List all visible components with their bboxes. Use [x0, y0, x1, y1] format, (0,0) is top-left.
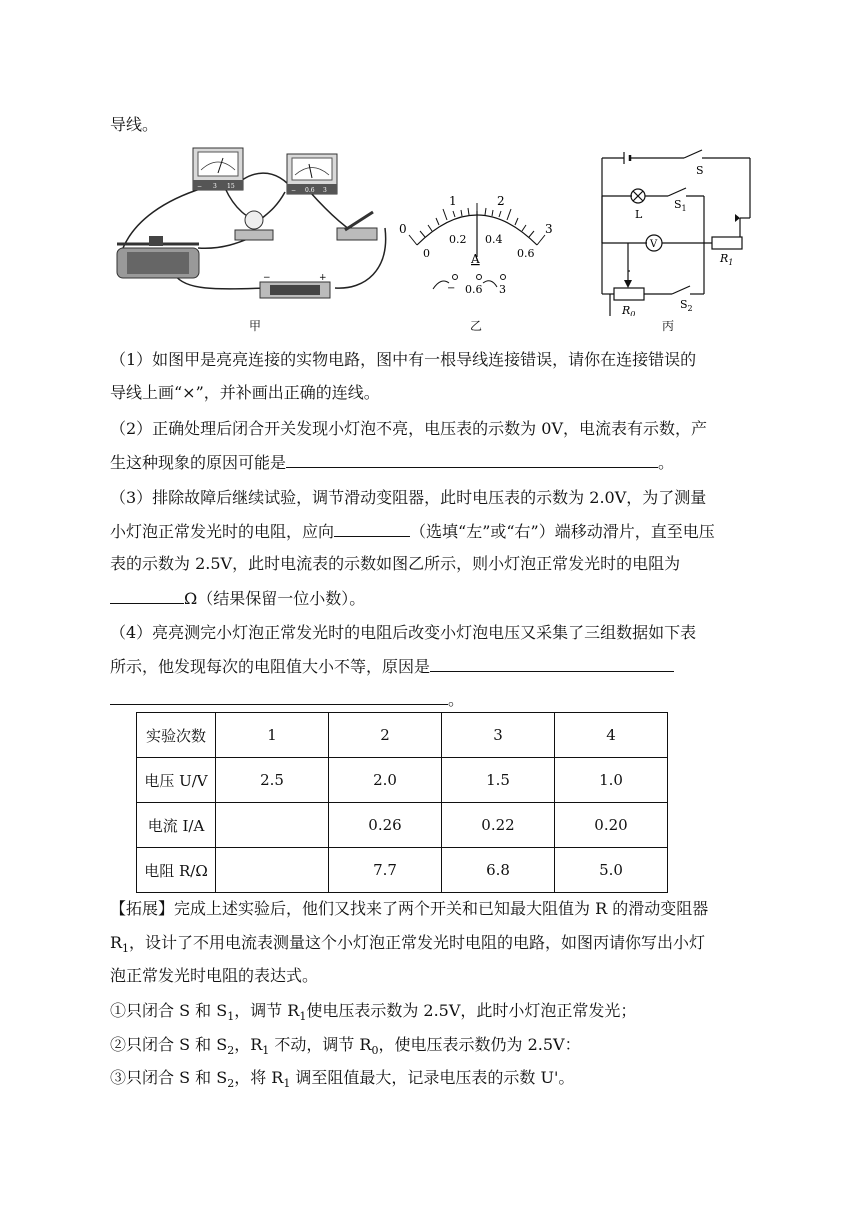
table-cell: 2.0: [329, 758, 442, 803]
ext-line2-text: ，设计了不用电流表测量这个小灯泡正常发光时电阻的电路，如图丙请你写出小灯: [129, 933, 706, 952]
q3-line1: （3）排除故障后继续试验，调节滑动变阻器，此时电压表的示数为 2.0V，为了测量: [110, 488, 707, 507]
step-3-c: 调至阻值最大，记录电压表的示数 U'。: [290, 1068, 575, 1087]
voltmeter-terminal-neg: −: [197, 183, 203, 190]
label-L: L: [635, 208, 643, 221]
ext-r-sub: 1: [122, 942, 130, 956]
dial-terminal-0.6: 0.6: [465, 283, 483, 296]
table-row: [137, 758, 668, 803]
dial-terminal-neg: −: [447, 283, 456, 294]
table-cell: 2.5: [216, 758, 329, 803]
label-R0: $R_0$: [622, 304, 636, 316]
step-1-sub1: 1: [227, 1010, 235, 1024]
table-cell: 7.7: [329, 848, 442, 893]
q2-line2: [110, 451, 674, 474]
dial-bottom-0.2: 0.2: [449, 233, 467, 246]
dial-top-3: 3: [545, 222, 553, 236]
battery-pos: +: [319, 273, 327, 283]
step-3-b: ，将 R: [234, 1068, 284, 1087]
q3-line2-end: （选填“左”或“右”）端移动滑片，直至电压: [410, 522, 715, 541]
table-cell: 电流 I/A: [137, 803, 216, 848]
q2-line1: （2）正确处理后闭合开关发现小灯泡不亮，电压表的示数为 0V，电流表有示数，产: [110, 419, 708, 438]
step-2-sub1: 2: [227, 1044, 235, 1058]
step-2-c: 不动，调节 R: [269, 1035, 372, 1054]
q4-line3-end: 。: [448, 690, 465, 709]
table-cell: 1: [216, 713, 329, 758]
q3-line2-text: 小灯泡正常发光时的电阻，应向: [110, 522, 335, 541]
step-1-c: 使电压表示数为 2.5V，此时小灯泡正常发光；: [306, 1001, 637, 1020]
dial-top-1: 1: [449, 194, 457, 208]
step-2-d: ，使电压表示数仍为 2.5V：: [378, 1035, 581, 1054]
q4-reason-blank-2[interactable]: [110, 688, 448, 705]
step-3-a: ③只闭合 S 和 S: [110, 1068, 228, 1087]
ext-r: R: [110, 933, 123, 952]
q4-line1: （4）亮亮测完小灯泡正常发光时的电阻后改变小灯泡电压又采集了三组数据如下表: [110, 623, 697, 642]
step-1: [110, 1000, 636, 1022]
dial-top-0: 0: [399, 222, 407, 236]
dial-top-2: 2: [497, 194, 505, 208]
ammeter-terminal-0.6: 0.6: [305, 187, 315, 194]
table-cell: 实验次数: [137, 713, 216, 758]
q3-line4: [110, 587, 365, 610]
table-row: [137, 848, 668, 893]
q2-line2-end: 。: [658, 453, 675, 472]
step-1-b: ，调节 R: [234, 1001, 300, 1020]
q4-line2-text: 所示，他发现每次的电阻值大小不等，原因是: [110, 657, 431, 676]
figure-yi-ammeter-dial: [395, 185, 565, 300]
table-cell: 3: [442, 713, 555, 758]
dial-bottom-0.6: 0.6: [517, 247, 535, 260]
label-V: V: [650, 239, 658, 250]
data-table: [136, 712, 668, 893]
figure-jia-physical-circuit: [105, 140, 395, 310]
q4-reason-blank-1[interactable]: [430, 655, 674, 672]
step-2-a: ②只闭合 S 和 S: [110, 1035, 228, 1054]
q1-line1: （1）如图甲是亮亮连接的实物电路，图中有一根导线连接错误，请你在连接错误的: [110, 350, 697, 369]
label-S2: $S_2$: [680, 298, 693, 313]
dial-bottom-0.4: 0.4: [485, 233, 503, 246]
q4-line2: [110, 655, 674, 678]
table-cell: [216, 803, 329, 848]
table-cell: 电压 U/V: [137, 758, 216, 803]
table-cell: 0.20: [555, 803, 668, 848]
step-2-sub3: 0: [371, 1044, 379, 1058]
table-cell: 2: [329, 713, 442, 758]
table-cell: 电阻 R/Ω: [137, 848, 216, 893]
q4-line3: [110, 688, 464, 711]
ammeter-terminal-neg: −: [291, 187, 297, 194]
table-cell: 5.0: [555, 848, 668, 893]
table-cell: 6.8: [442, 848, 555, 893]
dial-terminal-3: 3: [499, 283, 506, 296]
intro-text: 导线。: [110, 115, 159, 134]
step-3-sub1: 2: [227, 1077, 235, 1091]
q3-direction-blank[interactable]: [334, 520, 410, 537]
ammeter-terminal-3: 3: [323, 187, 327, 194]
dial-symbol-A: A: [471, 252, 480, 266]
step-2-sub2: 1: [262, 1044, 270, 1058]
dial-bottom-0: 0: [423, 247, 430, 260]
ext-line2: [110, 932, 705, 954]
figure-bing-circuit-diagram: [592, 146, 762, 316]
q2-answer-blank[interactable]: [286, 451, 658, 468]
ext-line3: 泡正常发光时电阻的表达式。: [110, 966, 319, 985]
step-1-sub2: 1: [299, 1010, 307, 1024]
step-3-sub2: 1: [283, 1077, 291, 1091]
table-cell: 0.26: [329, 803, 442, 848]
step-1-a: ①只闭合 S 和 S: [110, 1001, 228, 1020]
voltmeter-terminal-15: 15: [227, 183, 235, 190]
q3-line4-text: Ω（结果保留一位小数）。: [184, 589, 366, 608]
q3-line3: 表的示数为 2.5V，此时电流表的示数如图乙所示，则小灯泡正常发光时的电阻为: [110, 554, 681, 573]
table-row: [137, 713, 668, 758]
battery-neg: −: [263, 273, 271, 283]
caption-jia: 甲: [248, 319, 261, 333]
step-3: [110, 1067, 574, 1089]
table-cell: 4: [555, 713, 668, 758]
table-cell: 1.0: [555, 758, 668, 803]
q2-line2-text: 生这种现象的原因可能是: [110, 453, 287, 472]
q3-resistance-blank[interactable]: [110, 587, 184, 604]
label-R1: $R_1$: [720, 252, 734, 267]
table-cell: [216, 848, 329, 893]
table-cell: 1.5: [442, 758, 555, 803]
ext-line1: 【拓展】完成上述实验后，他们又找来了两个开关和已知最大阻值为 R 的滑动变阻器: [110, 899, 709, 918]
label-S: S: [696, 164, 704, 177]
step-2: [110, 1034, 581, 1056]
voltmeter-terminal-3: 3: [213, 183, 217, 190]
q1-line2: 导线上画“×”，并补画出正确的连线。: [110, 383, 380, 402]
table-row: [137, 803, 668, 848]
table-cell: 0.22: [442, 803, 555, 848]
step-2-b: ，R: [234, 1035, 263, 1054]
q3-line2: [110, 520, 715, 543]
label-S1: $S_1$: [674, 198, 687, 213]
caption-bing: 丙: [661, 319, 674, 333]
caption-yi: 乙: [469, 319, 482, 333]
